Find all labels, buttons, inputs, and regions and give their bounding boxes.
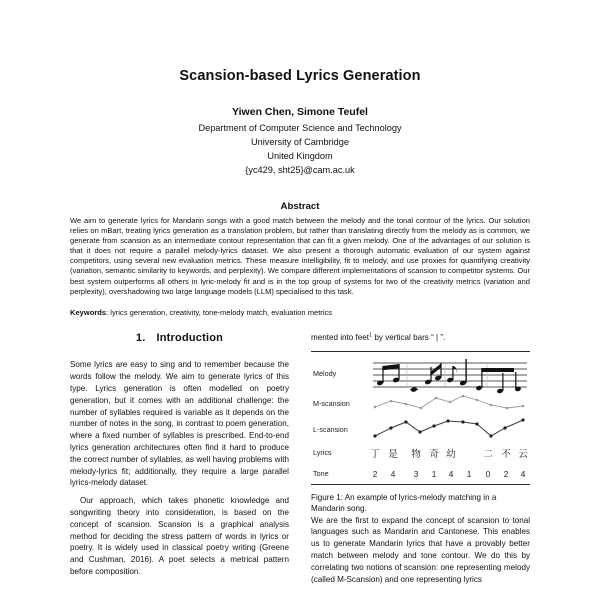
figure-tone-value: 1 <box>431 469 437 479</box>
figure-lyric-char: 云 <box>518 448 528 460</box>
figure-row-label-tone: Tone <box>313 468 329 478</box>
abstract-text: We aim to generate lyrics for Mandarin songs with a good match between the melody and the tonal contour of the lyrics. Our solution relies on mBart, treating lyrics generation as a translation problem, but rather than translating directly from the melody as is common, we generate from scansion as an intermediate contour representation that can fit a given melody. One of the advantages of our solution is that it does not require a parallel melody-lyrics dataset. We also present a thorough automatic evaluation of our system against competitors, using several new evaluation metrics. These measure intelligibility, fit to melody, and use proxies for quantifying creativity (variation, semantic similarity to keywords, and perplexity). We compare different implementations of scansion to competitor systems. Our best system outperforms all others in lyric-melody fit and is in the top group of systems for two of the creativity metrics (variation and perplexity), overshadowing two large language models (LLM) specialised to this task. <box>70 215 530 296</box>
author-email: {yc429, sht25}@cam.ac.uk <box>245 164 355 175</box>
figure-tone-value: 3 <box>413 469 419 479</box>
figure-lyric-char: 物 <box>411 448 421 460</box>
body-columns <box>70 332 530 585</box>
figure-tone-value: 0 <box>485 469 491 479</box>
figure-tone-value: 4 <box>390 469 396 479</box>
figure-tone-value: 1 <box>466 469 472 479</box>
figure-lyric-char: 是 <box>388 448 398 460</box>
title-block <box>70 0 530 177</box>
figure-1 <box>311 351 530 515</box>
page-title: Scansion-based Lyrics Generation <box>179 68 421 84</box>
keywords-separator: : <box>106 307 109 317</box>
figure-tone-value: 2 <box>372 469 378 479</box>
figure-lyric-char: 奇 <box>429 448 439 460</box>
section-number: 1. <box>135 332 146 345</box>
keywords-label: Keywords <box>70 307 107 317</box>
figure-lyric-char: 不 <box>501 448 511 460</box>
figure-row-label-l-scansion: L-scansion <box>313 424 348 434</box>
figure-1-graphic <box>311 358 530 480</box>
affiliation-country: United Kingdom <box>267 150 333 161</box>
figure-lyric-char: 丁 <box>370 448 380 460</box>
right-lead-text: mented into feet <box>311 333 370 343</box>
figure-row-label-melody: Melody <box>313 368 337 378</box>
figure-tone-value: 2 <box>503 469 509 479</box>
left-paragraph-1: Some lyrics are easy to sing and to remember because the words follow the melody. We aim to generate lyrics of this type. Lyrics generation is often modelled on poetry generation, but it comes with an additional challenge: the number of syllables required is variable as it depends on the number of notes in the song, in contrast to poem generation, where a fixed number of syllables is prescribed. End-to-end lyrics generation architectures often find it hard to produce the correct number of syllables, as well having problems with melody-lyrics fit; additionally, they require a large parallel lyrics-melody dataset. <box>70 360 289 488</box>
keywords-value: lyrics generation, creativity, tone-melody match, evaluation metrics <box>110 307 333 317</box>
figure-row-label-lyrics: Lyrics <box>313 447 332 457</box>
figure-lyric-char: 二 <box>483 448 493 460</box>
figure-caption: Figure 1: An example of lyrics-melody matching in a Mandarin song. <box>311 492 497 514</box>
section-heading <box>70 332 289 345</box>
figure-row-label-m-scansion: M-scansion <box>313 398 350 408</box>
section-title: Introduction <box>156 332 224 345</box>
figure-tone-value: 4 <box>448 469 454 479</box>
right-lead-text-post: by vertical bars “ | ”. <box>372 333 446 343</box>
figure-tone-value: 4 <box>520 469 526 479</box>
note-group-2 <box>410 363 442 393</box>
m-scansion-contour <box>374 395 525 410</box>
figure-lyric-char: 幼 <box>446 448 456 460</box>
abstract-heading: Abstract <box>280 200 320 212</box>
keywords-line <box>70 308 530 318</box>
figure-frame <box>311 351 530 485</box>
author-list: Yiwen Chen, Simone Teufel <box>232 106 368 119</box>
right-paragraph-1: We are the first to expand the concept of scansion to tonal languages such as Mandarin and Cantonese. This enables us to generate Mandarin lyrics that have a provably better match between melody and tone contour. We do this by correlating two notions of scansion: one representing melody (called M-Scansion) and one representing lyrics <box>311 515 530 584</box>
right-lead-fragment <box>311 332 530 344</box>
right-column <box>311 332 530 585</box>
left-column <box>70 332 289 578</box>
l-scansion-contour <box>373 418 524 437</box>
affiliation-university: University of Cambridge <box>250 136 350 147</box>
footnote-marker: 1 <box>369 332 373 339</box>
affiliation-department: Department of Computer Science and Technology <box>198 122 402 133</box>
left-paragraph-2: Our approach, which takes phonetic knowledge and songwriting theory into consideration, is based on the concept of scansion. Scansion is a graphical analysis method for deciding the stress pattern of words in lyrics or poetry. It is widely used in classical poetry writing (Greene and Cushman, 2016). A poet selects a metrical pattern before composition. <box>70 496 289 577</box>
